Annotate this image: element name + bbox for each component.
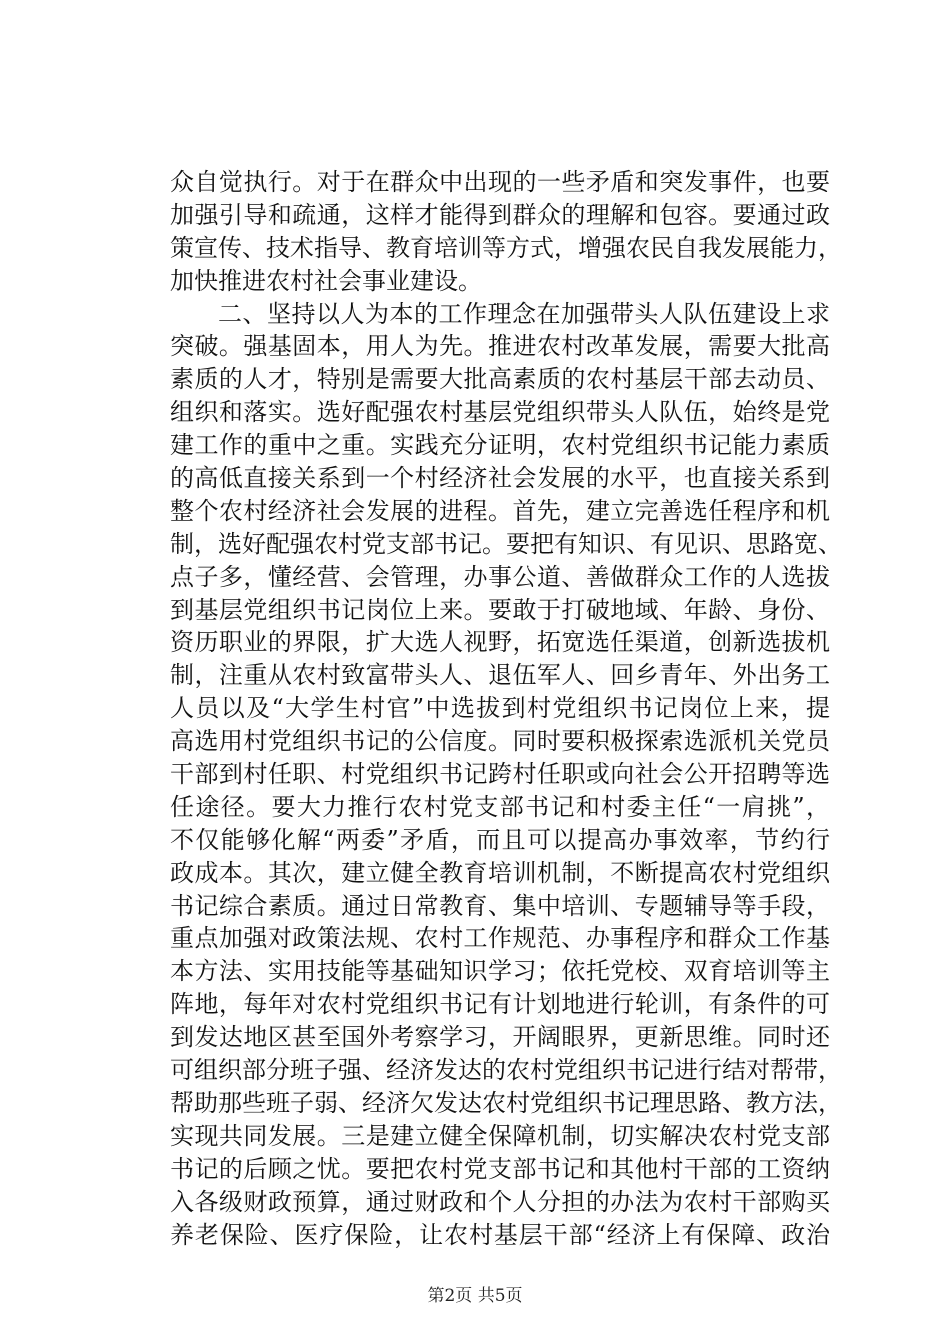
text-line: 重点加强对政策法规、农村工作规范、办事程序和群众工作基: [170, 924, 830, 953]
text-line: 入各级财政预算，通过财政和个人分担的办法为农村干部购买: [170, 1187, 830, 1216]
text-line: 不仅能够化解“两委”矛盾，而且可以提高办事效率，节约行: [170, 825, 830, 854]
body-text: [170, 166, 842, 1251]
text-line: 突破。强基固本，用人为先。推进农村改革发展，需要大批高: [170, 332, 830, 361]
text-line: 制，注重从农村致富带头人、退伍军人、回乡青年、外出务工: [170, 661, 830, 690]
text-line: 实现共同发展。三是建立健全保障机制，切实解决农村党支部: [170, 1121, 830, 1150]
text-line: 整个农村经济社会发展的进程。首先，建立完善选任程序和机: [170, 496, 830, 525]
page-footer: 第2页 共5页: [427, 1286, 523, 1306]
text-line: 二、坚持以人为本的工作理念在加强带头人队伍建设上求: [218, 299, 830, 328]
text-line: 到基层党组织书记岗位上来。要敢于打破地域、年龄、身份、: [170, 595, 830, 624]
text-line: 本方法、实用技能等基础知识学习；依托党校、双育培训等主: [170, 957, 830, 986]
text-line: 加强引导和疏通，这样才能得到群众的理解和包容。要通过政: [170, 200, 830, 229]
text-line: 高选用村党组织书记的公信度。同时要积极探索选派机关党员: [170, 727, 830, 756]
text-line: 资历职业的界限，扩大选人视野，拓宽选任渠道，创新选拔机: [170, 628, 830, 657]
text-line: 策宣传、技术指导、教育培训等方式，增强农民自我发展能力，: [170, 233, 842, 262]
text-line: 组织和落实。选好配强农村基层党组织带头人队伍，始终是党: [170, 398, 830, 427]
text-line: 制，选好配强农村党支部书记。要把有知识、有见识、思路宽、: [170, 529, 842, 558]
text-line: 阵地，每年对农村党组织书记有计划地进行轮训，有条件的可: [170, 990, 830, 1019]
text-line: 点子多，懂经营、会管理，办事公道、善做群众工作的人选拔: [170, 562, 830, 591]
text-line: 众自觉执行。对于在群众中出现的一些矛盾和突发事件，也要: [170, 168, 830, 196]
text-line: 干部到村任职、村党组织书记跨村任职或向社会公开招聘等选: [170, 760, 830, 789]
text-line: 书记的后顾之忧。要把农村党支部书记和其他村干部的工资纳: [170, 1154, 830, 1183]
text-line: 的高低直接关系到一个村经济社会发展的水平，也直接关系到: [170, 464, 830, 493]
text-line: 素质的人才，特别是需要大批高素质的农村基层干部去动员、: [170, 365, 830, 394]
text-line: 任途径。要大力推行农村党支部书记和村委主任“一肩挑”，: [170, 792, 830, 821]
text-line: 可组织部分班子强、经济发达的农村党组织书记进行结对帮带，: [170, 1056, 842, 1085]
text-line: 帮助那些班子弱、经济欠发达农村党组织书记理思路、教方法，: [170, 1088, 842, 1117]
text-line: 养老保险、医疗保险，让农村基层干部“经济上有保障、政治: [170, 1220, 830, 1249]
text-line: 人员以及“大学生村官”中选拔到村党组织书记岗位上来，提: [170, 694, 830, 723]
text-line: 建工作的重中之重。实践充分证明，农村党组织书记能力素质: [170, 431, 830, 460]
text-line: 加快推进农村社会事业建设。: [170, 266, 482, 295]
text-line: 书记综合素质。通过日常教育、集中培训、专题辅导等手段，: [170, 891, 830, 920]
text-line: 政成本。其次，建立健全教育培训机制，不断提高农村党组织: [170, 858, 830, 887]
text-line: 到发达地区甚至国外考察学习，开阔眼界，更新思维。同时还: [170, 1023, 830, 1052]
